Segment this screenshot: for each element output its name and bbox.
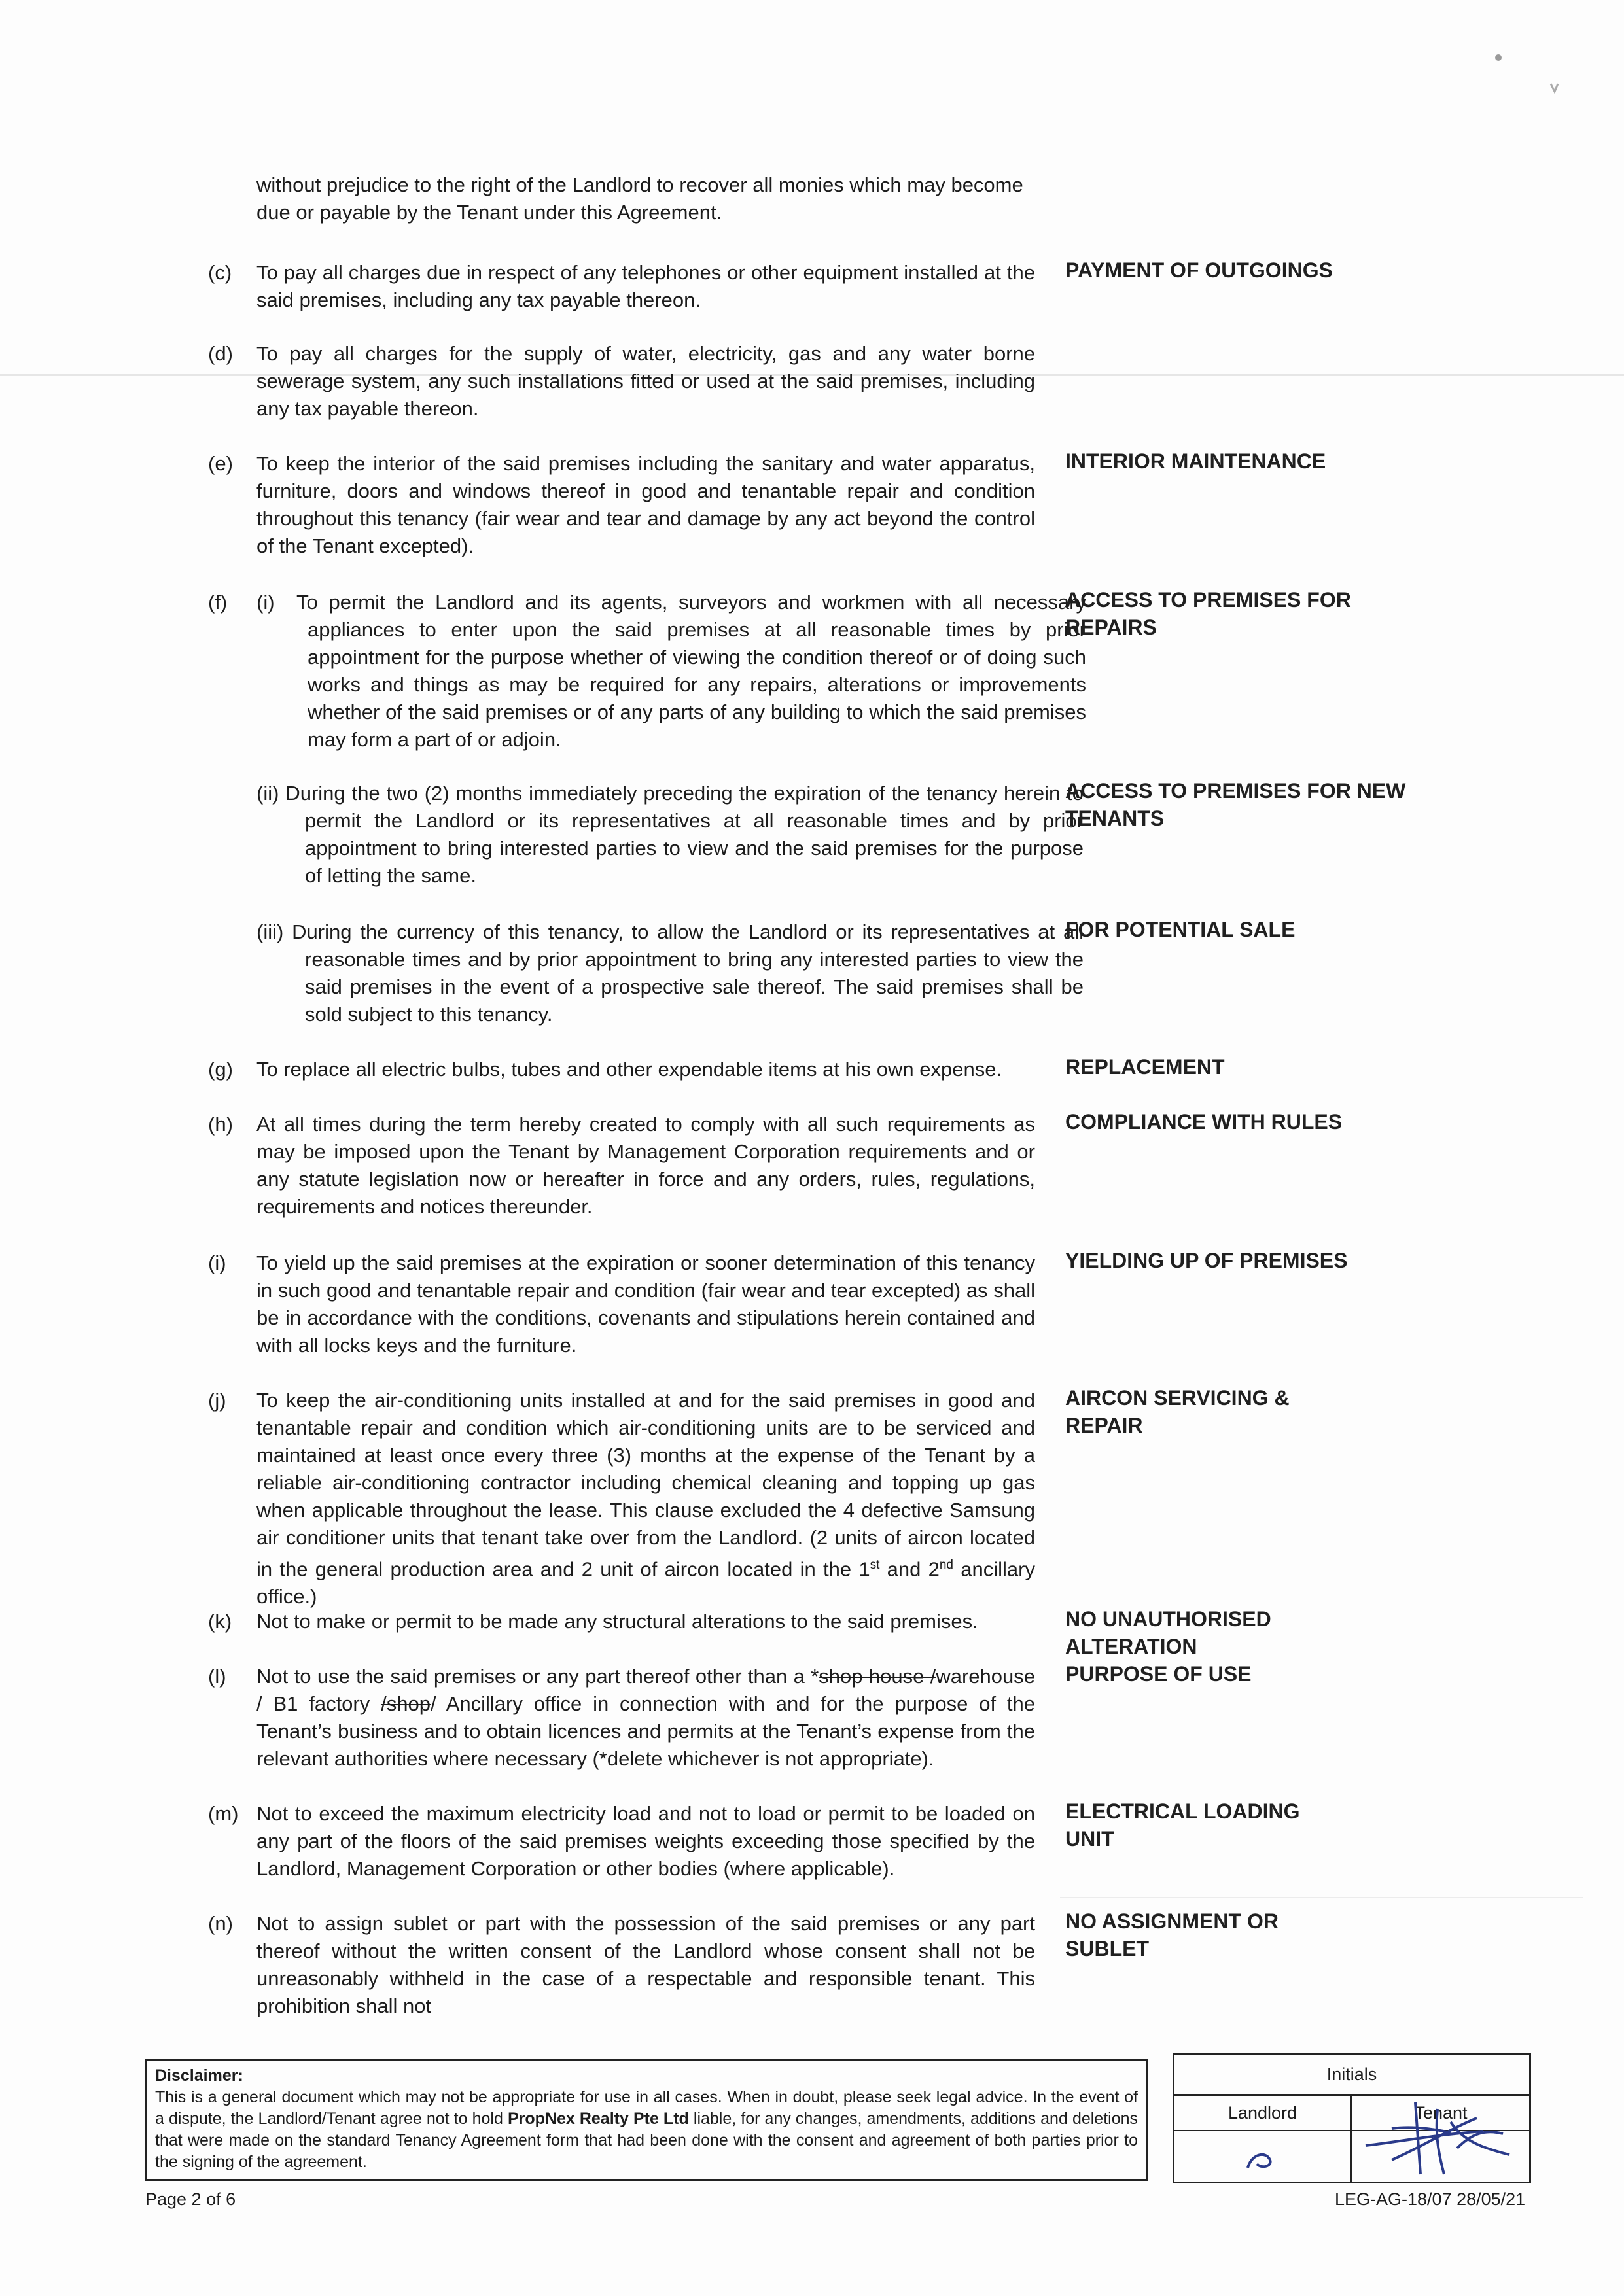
clause-l-label: (l)	[208, 1665, 226, 1688]
form-code: LEG-AG-18/07 28/05/21	[1335, 2189, 1526, 2209]
clause-g-heading: REPLACEMENT	[1065, 1055, 1225, 1079]
clause-c-text: To pay all charges due in respect of any telephones or other equipment installed at the said premises, including any tax payable thereon.	[256, 261, 1035, 311]
clause-m-label: (m)	[208, 1802, 239, 1825]
clause-j-sup-2: nd	[939, 1558, 953, 1572]
clause-m-heading: ELECTRICAL LOADING UNIT	[1065, 1800, 1300, 1851]
clause-h-heading: COMPLIANCE WITH RULES	[1065, 1110, 1343, 1134]
clause-f-label: (f)	[208, 591, 228, 614]
clause-f-i-label: (i)	[256, 591, 275, 614]
clause-f-iii-text	[256, 918, 1084, 1028]
clause-i-text: To yield up the said premises at the expiration or sooner determination of this tenancy in such good and tenantable repair and condition (fair wear and tear excepted) as shall be in accordance with the conditions, covenants and stipulations herein contained and with all locks keys and the furniture.	[256, 1251, 1035, 1357]
clause-j-text	[256, 1387, 1035, 1610]
clause-f-i-text	[256, 589, 1086, 754]
page-number: Page 2 of 6	[145, 2189, 236, 2209]
clause-f-ii-body: During the two (2) months immediately preceding the expiration of the tenancy herein to permit the Landlord or its representatives at all reasonable times and by prior appointment to bring interested parties to view and the said premises for the purpose of letting the same.	[285, 782, 1084, 887]
clause-h-text: At all times during the term hereby created to comply with all such requirements as may be imposed upon the Tenant by Management Corporation requirements and or any statute legislation now or hereafter in force and any orders, rules, regulations, requirements and notices thereunder.	[256, 1113, 1035, 1218]
clause-l-heading: PURPOSE OF USE	[1065, 1662, 1252, 1686]
clause-g-label: (g)	[208, 1058, 233, 1081]
clause-n-text: Not to assign sublet or part with the possession of the said premises or any part thereof without the written consent of the Landlord whose consent shall not be unreasonably withheld in the case of a respectable and responsible tenant. This prohibition shall not	[256, 1912, 1035, 2017]
clause-i-label: (i)	[208, 1251, 226, 1274]
tenant-label: Tenant	[1352, 2096, 1529, 2131]
clause-j-label: (j)	[208, 1389, 226, 1412]
clause-f-iii-body: During the currency of this tenancy, to allow the Landlord or its representatives at all reasonable times and by prior appointment to bring any interested parties to view the said premises in the event of a prospective sale thereof. The said premises shall be sold subject to this tenancy.	[292, 920, 1084, 1026]
clause-f-ii-label: (ii)	[256, 782, 279, 805]
clause-j-sup-1: st	[870, 1558, 880, 1572]
clause-e-text: To keep the interior of the said premises including the sanitary and water apparatus, furniture, doors and windows thereof in good and tenantable repair and condition throughout this tenancy (fair wear and tear and damage by any act beyond the control of the Tenant excepted).	[256, 452, 1035, 557]
initials-box	[1173, 2053, 1531, 2183]
landlord-label: Landlord	[1174, 2096, 1350, 2131]
clause-e-label: (e)	[208, 452, 233, 475]
clause-f-iii-label: (iii)	[256, 920, 284, 943]
disclaimer-box	[145, 2059, 1148, 2181]
disclaimer-text	[155, 2087, 1138, 2173]
clause-l-text-b: warehouse / B1 factory	[256, 1665, 1035, 1715]
clause-d-label: (d)	[208, 342, 233, 365]
clause-f-iii-heading: FOR POTENTIAL SALE	[1065, 918, 1296, 941]
continuation-paragraph: without prejudice to the right of the Landlord to recover all monies which may become due or payable by the Tenant under this Agreement.	[256, 173, 1023, 224]
clause-n-label: (n)	[208, 1912, 233, 1935]
clause-k-text: Not to make or permit to be made any structural alterations to the said premises.	[256, 1610, 978, 1633]
tenant-initials-cell	[1352, 2094, 1529, 2182]
clause-m-text: Not to exceed the maximum electricity load and not to load or permit to be loaded on any part of the floors of the said premises weights exceeding those specified by the Landlord, Management Corporation or other bodies (where applicable).	[256, 1802, 1035, 1880]
clause-j-text-b: and 2	[879, 1557, 940, 1581]
clause-h-label: (h)	[208, 1113, 233, 1136]
clause-k-label: (k)	[208, 1610, 232, 1633]
clause-n-heading: NO ASSIGNMENT OR SUBLET	[1065, 1909, 1279, 1960]
clause-f-ii-text	[256, 780, 1084, 890]
clause-l-strikethrough-2: /shop	[381, 1692, 431, 1715]
clause-l-text-c: / Ancillary office in connection with and for the purpose of the Tenant’s business and to obtain licences and permits at the Tenant’s expense from the relevant authorities where necessary (*delete whichever is not appropriate).	[256, 1692, 1035, 1770]
disclaimer-text-b: liable, for any changes, amendments, additions and deletions that were made on the standard Tenancy Agreement form that had been done with the consent and agreement of both parties prior to the signing of the agreement.	[155, 2110, 1139, 2171]
clause-f-ii-heading: ACCESS TO PREMISES FOR NEW TENANTS	[1065, 779, 1406, 830]
clause-l-text-a: Not to use the said premises or any part thereof other than a *	[256, 1665, 819, 1688]
disclaimer-text-a: This is a general document which may not be appropriate for use in all cases. When in doubt, please seek legal advice. In the event of a dispute, the Landlord/Tenant agree not to hold	[155, 2088, 1138, 2128]
disclaimer-title: Disclaimer:	[155, 2066, 243, 2085]
clause-g-text: To replace all electric bulbs, tubes and other expendable items at his own expense.	[256, 1058, 1002, 1081]
tenant-signature	[1352, 2083, 1529, 2181]
clause-f-i-heading: ACCESS TO PREMISES FOR REPAIRS	[1065, 588, 1351, 639]
clause-j-text-a: To keep the air-conditioning units installed at and for the said premises in good and tenantable repair and condition which air-conditioning units are to be serviced and maintained at least once every three (3) months at the expense of the Tenant by a reliable air-conditioning contractor including chemical cleaning and topping up gas when applicable throughout the lease. This clause excluded the 4 defective Samsung air conditioner units that tenant take over from the Landlord. (2 units of aircon located in the general production area and 2 unit of aircon located in the 1	[256, 1389, 1035, 1581]
clause-d-text: To pay all charges for the supply of water, electricity, gas and any water borne sewerage system, any such installations fitted or used at the said premises, including any tax payable thereon.	[256, 342, 1035, 420]
clause-j-heading: AIRCON SERVICING & REPAIR	[1065, 1386, 1290, 1437]
clause-l-text	[256, 1663, 1035, 1773]
disclaimer-company: PropNex Realty Pte Ltd	[507, 2110, 689, 2128]
landlord-initial-mark	[1174, 2131, 1351, 2183]
clause-c-label: (c)	[208, 261, 232, 284]
clause-l-strikethrough-1: shop house /	[819, 1665, 936, 1688]
clause-e-heading: INTERIOR MAINTENANCE	[1065, 449, 1326, 473]
clause-j-text-c: ancillary office.)	[256, 1557, 1035, 1609]
initials-title: Initials	[1326, 2064, 1377, 2084]
clause-c-heading: PAYMENT OF OUTGOINGS	[1065, 258, 1333, 282]
clause-k-heading: NO UNAUTHORISED ALTERATION	[1065, 1607, 1271, 1658]
clause-f-i-body: To permit the Landlord and its agents, surveyors and workmen with all necessary appliances to enter upon the said premises at all reasonable times by prior appointment for the purpose whether of viewing the condition thereof or of doing such works and things as may be required for any repairs, alterations or improvements whether of the said premises or of any parts of any building to which the said premises may form a part of or adjoin.	[296, 591, 1086, 751]
landlord-initials-cell	[1174, 2094, 1352, 2182]
clause-i-heading: YIELDING UP OF PREMISES	[1065, 1249, 1348, 1272]
